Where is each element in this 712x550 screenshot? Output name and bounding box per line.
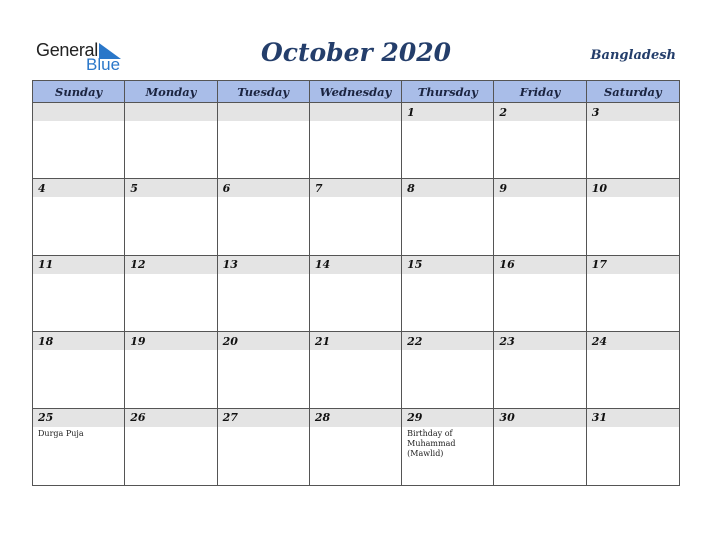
day-cell xyxy=(125,332,217,408)
day-cell xyxy=(310,409,402,485)
holiday-label xyxy=(310,121,399,123)
holiday-label xyxy=(310,427,399,429)
holiday-label: Birthday of Muhammad (Mawlid) xyxy=(407,428,456,458)
day-cell xyxy=(402,332,494,408)
day-cell xyxy=(33,179,125,255)
day-cell xyxy=(33,332,125,408)
holiday-label xyxy=(310,350,399,352)
day-number: 22 xyxy=(402,332,493,350)
day-cell xyxy=(402,103,494,179)
day-number: 13 xyxy=(218,256,309,274)
day-number: 16 xyxy=(494,256,585,274)
day-cell xyxy=(494,103,586,179)
day-cell xyxy=(125,256,217,332)
day-cell xyxy=(218,409,310,485)
weekday-header-friday: Friday xyxy=(494,81,586,103)
holiday-label xyxy=(587,350,676,352)
day-number: 12 xyxy=(125,256,216,274)
holiday-label: Durga Puja xyxy=(38,428,84,438)
day-cell xyxy=(310,256,402,332)
day-number: 23 xyxy=(494,332,585,350)
day-cell xyxy=(218,256,310,332)
day-number: 18 xyxy=(33,332,124,350)
day-number: 14 xyxy=(310,256,401,274)
day-number: 30 xyxy=(494,409,585,427)
day-number: 1 xyxy=(402,103,493,121)
day-cell xyxy=(494,332,586,408)
day-number: 27 xyxy=(218,409,309,427)
day-number: 8 xyxy=(402,179,493,197)
day-number: 3 xyxy=(587,103,679,121)
day-number: 5 xyxy=(125,179,216,197)
day-number: 17 xyxy=(587,256,679,274)
holiday-label xyxy=(402,274,491,276)
holiday-label xyxy=(402,350,491,352)
weekday-header-thursday: Thursday xyxy=(402,81,494,103)
month-title: October 2020 xyxy=(260,38,452,67)
day-cell xyxy=(33,103,125,179)
day-cell xyxy=(218,103,310,179)
day-cell xyxy=(402,179,494,255)
day-cell xyxy=(218,179,310,255)
day-number: 28 xyxy=(310,409,401,427)
day-cell xyxy=(33,409,125,485)
holiday-label xyxy=(402,121,491,123)
holiday-label xyxy=(310,274,399,276)
holiday-label xyxy=(218,427,307,429)
holiday-label xyxy=(125,197,214,199)
holiday-label xyxy=(125,427,214,429)
day-cell xyxy=(125,409,217,485)
day-cell xyxy=(310,332,402,408)
day-cell xyxy=(310,179,402,255)
holiday-label xyxy=(218,350,307,352)
weekday-header-sunday: Sunday xyxy=(33,81,125,103)
day-number: 10 xyxy=(587,179,679,197)
day-cell xyxy=(494,409,586,485)
logo-text-general: General xyxy=(36,40,98,60)
holiday-label xyxy=(494,197,583,199)
day-cell xyxy=(125,179,217,255)
country-label: Bangladesh xyxy=(590,48,676,63)
calendar-grid xyxy=(32,80,680,486)
holiday-label xyxy=(587,274,676,276)
day-number: 9 xyxy=(494,179,585,197)
holiday-label xyxy=(218,274,307,276)
holiday-label xyxy=(125,274,214,276)
day-cell xyxy=(310,103,402,179)
holiday-label xyxy=(125,350,214,352)
holiday-label xyxy=(587,197,676,199)
weekday-header-wednesday: Wednesday xyxy=(310,81,402,103)
day-number: 19 xyxy=(125,332,216,350)
holiday-label xyxy=(218,121,307,123)
day-number: 24 xyxy=(587,332,679,350)
day-number: 25 xyxy=(33,409,124,427)
day-number: 26 xyxy=(125,409,216,427)
day-cell xyxy=(587,256,679,332)
holiday-label xyxy=(494,427,583,429)
weekday-header-tuesday: Tuesday xyxy=(218,81,310,103)
day-cell xyxy=(125,103,217,179)
day-cell xyxy=(402,409,494,485)
holiday-label xyxy=(494,121,583,123)
holiday-label xyxy=(33,197,122,199)
holiday-label xyxy=(402,197,491,199)
weekday-header-monday: Monday xyxy=(125,81,217,103)
holiday-label xyxy=(33,121,122,123)
day-number xyxy=(33,103,124,121)
day-cell xyxy=(33,256,125,332)
day-cell xyxy=(402,256,494,332)
day-number: 11 xyxy=(33,256,124,274)
holiday-label xyxy=(218,197,307,199)
day-number: 20 xyxy=(218,332,309,350)
day-cell xyxy=(587,332,679,408)
day-number: 31 xyxy=(587,409,679,427)
day-number: 6 xyxy=(218,179,309,197)
day-number: 15 xyxy=(402,256,493,274)
logo-text-blue: Blue xyxy=(86,55,121,74)
holiday-label xyxy=(587,121,676,123)
day-number: 21 xyxy=(310,332,401,350)
holiday-label xyxy=(494,274,583,276)
day-cell xyxy=(587,409,679,485)
day-cell xyxy=(587,103,679,179)
day-number xyxy=(218,103,309,121)
weekday-header-saturday: Saturday xyxy=(587,81,679,103)
day-cell xyxy=(218,332,310,408)
day-cell xyxy=(494,256,586,332)
holiday-label xyxy=(310,197,399,199)
day-cell xyxy=(587,179,679,255)
day-number xyxy=(310,103,401,121)
holiday-label xyxy=(587,427,676,429)
day-number: 29 xyxy=(402,409,493,427)
holiday-label xyxy=(494,350,583,352)
day-number: 7 xyxy=(310,179,401,197)
day-number: 2 xyxy=(494,103,585,121)
day-number xyxy=(125,103,216,121)
holiday-label xyxy=(125,121,214,123)
day-number: 4 xyxy=(33,179,124,197)
day-cell xyxy=(494,179,586,255)
holiday-label xyxy=(33,350,122,352)
holiday-label xyxy=(33,274,122,276)
